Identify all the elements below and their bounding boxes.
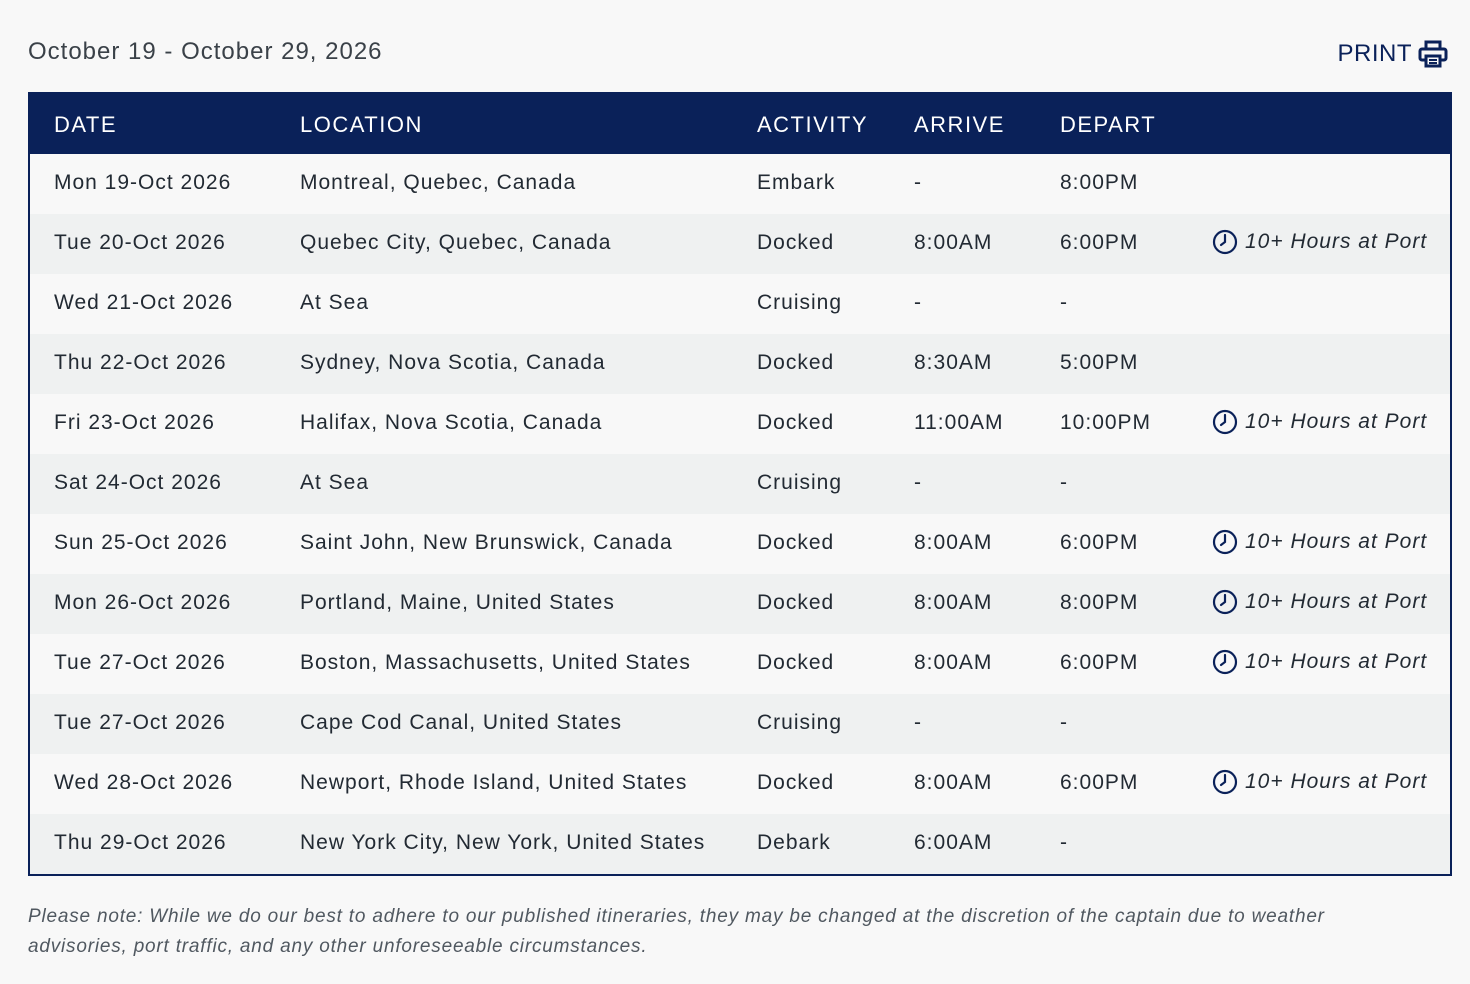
port-time-label: 10+ Hours at Port <box>1245 650 1428 673</box>
cell-activity: Cruising <box>757 291 843 314</box>
table-row <box>30 274 1450 334</box>
cell-depart: 6:00PM <box>1060 531 1139 554</box>
cell-date: Sun 25-Oct 2026 <box>54 531 228 554</box>
cell-activity: Docked <box>757 651 835 674</box>
clock-icon <box>1212 589 1238 615</box>
port-time-note <box>1212 529 1427 555</box>
cell-depart: 6:00PM <box>1060 231 1139 254</box>
table-body <box>30 154 1450 874</box>
cell-location: New York City, New York, United States <box>300 831 706 854</box>
cell-arrive: 8:00AM <box>914 591 993 614</box>
cell-activity: Docked <box>757 771 835 794</box>
cell-activity: Docked <box>757 231 835 254</box>
cell-activity: Docked <box>757 351 835 374</box>
cell-location: Cape Cod Canal, United States <box>300 711 623 734</box>
cell-depart: 6:00PM <box>1060 651 1139 674</box>
cell-depart: - <box>1060 831 1068 854</box>
cell-depart: - <box>1060 711 1068 734</box>
cell-arrive: - <box>914 711 922 734</box>
cell-date: Tue 27-Oct 2026 <box>54 651 226 674</box>
table-row <box>30 154 1450 214</box>
cell-location: At Sea <box>300 291 370 314</box>
cell-activity: Cruising <box>757 471 843 494</box>
date-range: October 19 - October 29, 2026 <box>28 38 383 65</box>
cell-depart: 10:00PM <box>1060 411 1152 434</box>
cell-location: Newport, Rhode Island, United States <box>300 771 688 794</box>
column-header-date: DATE <box>54 112 118 137</box>
cell-date: Fri 23-Oct 2026 <box>54 411 215 434</box>
column-header-activity: ACTIVITY <box>757 112 869 137</box>
cell-date: Tue 27-Oct 2026 <box>54 711 226 734</box>
column-header-location: LOCATION <box>300 112 423 137</box>
cell-arrive: 8:00AM <box>914 651 993 674</box>
port-time-note <box>1212 589 1427 615</box>
cell-arrive: - <box>914 471 922 494</box>
cell-depart: - <box>1060 291 1068 314</box>
cell-activity: Debark <box>757 831 831 854</box>
clock-icon <box>1212 409 1238 435</box>
table-row <box>30 514 1450 574</box>
table-row <box>30 574 1450 634</box>
column-header-arrive: ARRIVE <box>914 112 1005 137</box>
cell-location: Halifax, Nova Scotia, Canada <box>300 411 603 434</box>
table-row <box>30 214 1450 274</box>
cell-location: Boston, Massachusetts, United States <box>300 651 691 674</box>
cell-date: Tue 20-Oct 2026 <box>54 231 226 254</box>
clock-icon <box>1212 229 1238 255</box>
cell-arrive: 8:00AM <box>914 231 993 254</box>
printer-icon <box>1418 40 1448 68</box>
cell-date: Thu 29-Oct 2026 <box>54 831 227 854</box>
clock-icon <box>1212 529 1238 555</box>
cell-activity: Docked <box>757 411 835 434</box>
cell-activity: Cruising <box>757 711 843 734</box>
cell-arrive: 6:00AM <box>914 831 993 854</box>
print-button[interactable] <box>1338 40 1449 68</box>
cell-location: Quebec City, Quebec, Canada <box>300 231 612 254</box>
cell-activity: Docked <box>757 531 835 554</box>
cell-location: Portland, Maine, United States <box>300 591 615 614</box>
cell-location: At Sea <box>300 471 370 494</box>
table-row <box>30 394 1450 454</box>
cell-date: Thu 22-Oct 2026 <box>54 351 227 374</box>
cell-activity: Docked <box>757 591 835 614</box>
cell-depart: 8:00PM <box>1060 171 1139 194</box>
port-time-note <box>1212 649 1427 675</box>
cell-date: Wed 21-Oct 2026 <box>54 291 234 314</box>
cell-arrive: 11:00AM <box>914 411 1004 434</box>
port-time-label: 10+ Hours at Port <box>1245 230 1428 253</box>
table-row <box>30 814 1450 874</box>
cell-activity: Embark <box>757 171 836 194</box>
cell-depart: 6:00PM <box>1060 771 1139 794</box>
itinerary-disclaimer: Please note: While we do our best to adhere to our published itineraries, they may be changed at the discretion of the captain due to weather advisories, port traffic, and any other unforeseeable circumstances. <box>28 906 1325 957</box>
table-row <box>30 454 1450 514</box>
port-time-label: 10+ Hours at Port <box>1245 410 1428 433</box>
cell-arrive: 8:00AM <box>914 771 993 794</box>
table-row <box>30 334 1450 394</box>
table-row <box>30 694 1450 754</box>
port-time-label: 10+ Hours at Port <box>1245 770 1428 793</box>
port-time-label: 10+ Hours at Port <box>1245 530 1428 553</box>
cell-depart: - <box>1060 471 1068 494</box>
cell-arrive: 8:00AM <box>914 531 993 554</box>
cell-depart: 5:00PM <box>1060 351 1139 374</box>
table-row <box>30 754 1450 814</box>
clock-icon <box>1212 769 1238 795</box>
cell-arrive: - <box>914 291 922 314</box>
cell-date: Wed 28-Oct 2026 <box>54 771 234 794</box>
cell-location: Montreal, Quebec, Canada <box>300 171 577 194</box>
cell-date: Mon 26-Oct 2026 <box>54 591 232 614</box>
clock-icon <box>1212 649 1238 675</box>
table-header <box>30 94 1450 154</box>
port-time-note <box>1212 769 1427 795</box>
print-label: PRINT <box>1337 40 1412 67</box>
cell-depart: 8:00PM <box>1060 591 1139 614</box>
port-time-label: 10+ Hours at Port <box>1245 590 1428 613</box>
itinerary-table <box>28 92 1452 876</box>
cell-date: Sat 24-Oct 2026 <box>54 471 222 494</box>
cell-location: Sydney, Nova Scotia, Canada <box>300 351 606 374</box>
cell-date: Mon 19-Oct 2026 <box>54 171 232 194</box>
column-header-depart: DEPART <box>1060 112 1157 137</box>
port-time-note <box>1212 409 1427 435</box>
cell-arrive: - <box>914 171 922 194</box>
table-row <box>30 634 1450 694</box>
port-time-note <box>1212 229 1427 255</box>
cell-location: Saint John, New Brunswick, Canada <box>300 531 673 554</box>
cell-arrive: 8:30AM <box>914 351 993 374</box>
